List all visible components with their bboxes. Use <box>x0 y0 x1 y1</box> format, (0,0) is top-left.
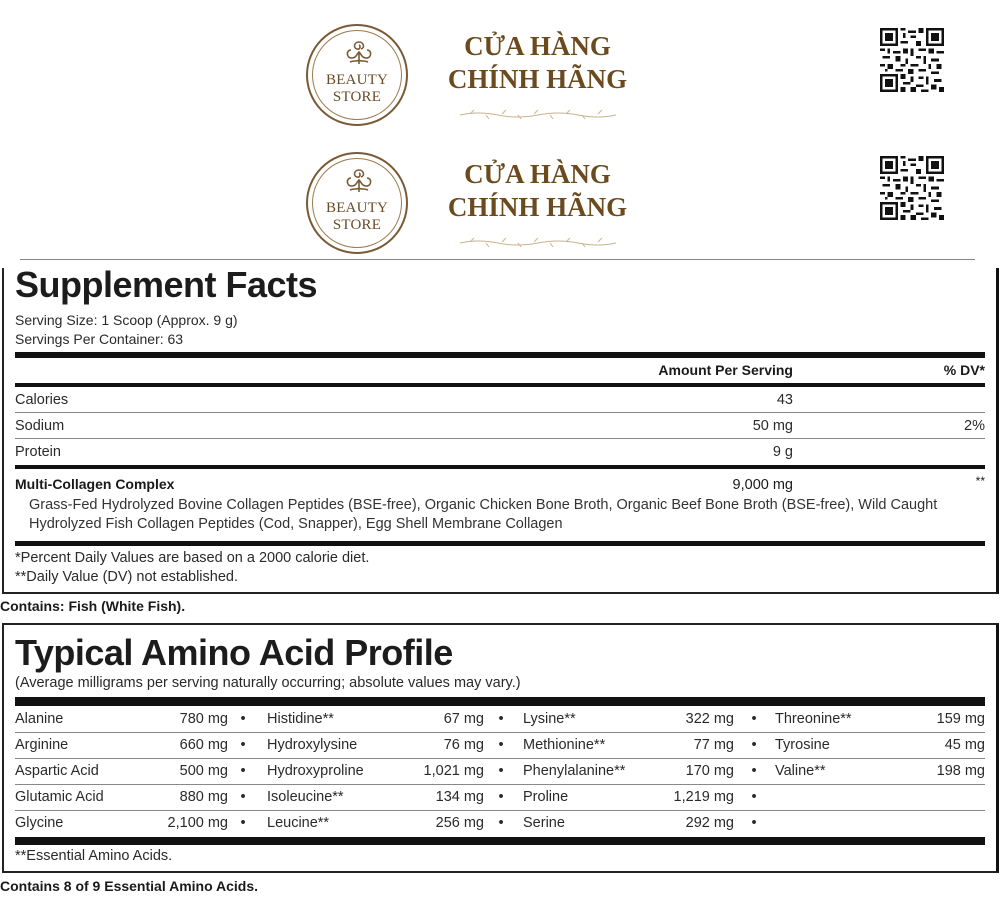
amino-acid-value: 256 mg <box>435 815 484 831</box>
complex-dv: ** <box>975 474 985 488</box>
amino-acid-name: Arginine <box>15 737 69 753</box>
amino-acid-value: 660 mg <box>179 737 228 753</box>
amino-acid-value: 322 mg <box>685 711 734 727</box>
amino-acid-value: 159 mg <box>936 711 985 727</box>
complex-name: Multi-Collagen Complex <box>15 476 175 492</box>
amino-acid-name: Aspartic Acid <box>15 763 99 779</box>
nutrient-dv: 2% <box>964 418 985 434</box>
bullet-separator: • <box>751 789 757 805</box>
ornament-swirl-icon <box>342 38 376 68</box>
amino-acid-name: Serine <box>523 815 565 831</box>
store-banner <box>0 150 1000 260</box>
amino-acid-value: 1,219 mg <box>673 789 734 805</box>
vine-ornament-icon <box>458 236 618 248</box>
bullet-separator: • <box>498 737 504 753</box>
amino-acid-value: 134 mg <box>435 789 484 805</box>
amino-acid-name: Phenylalanine** <box>523 763 626 779</box>
amino-profile-subtitle: (Average milligrams per serving naturally occurring; absolute values may vary.) <box>15 675 521 691</box>
servings-per-container: Servings Per Container: 63 <box>15 331 184 347</box>
amino-acid-value: 45 mg <box>944 737 985 753</box>
bullet-separator: • <box>240 789 246 805</box>
amino-acid-value: 170 mg <box>685 763 734 779</box>
essential-amino-statement: Contains 8 of 9 Essential Amino Acids. <box>0 878 259 894</box>
amino-acid-value: 292 mg <box>685 815 734 831</box>
amino-acid-name: Glutamic Acid <box>15 789 104 805</box>
bullet-separator: • <box>240 815 246 831</box>
complex-description: Grass-Fed Hydrolyzed Bovine Collagen Peptides (BSE-free), Organic Chicken Bone Broth, Organic Beef Bone Broth (BSE-free), Wild Caught Hydrolyzed Fish Collagen Peptides (Cod, Snapper), Egg Shell Membrane Collagen <box>29 497 938 532</box>
store-title-line2: CHÍNH HÃNG <box>447 64 628 94</box>
amino-acid-name: Isoleucine** <box>267 789 344 805</box>
logo-text-line1: BEAUTY <box>325 72 389 88</box>
amino-acid-name: Valine** <box>775 763 826 779</box>
dv-footnote: *Percent Daily Values are based on a 2000 calorie diet. <box>15 550 370 566</box>
divider <box>15 697 985 706</box>
bullet-separator: • <box>751 737 757 753</box>
nutrient-row <box>15 441 985 463</box>
divider <box>15 438 985 439</box>
percent-dv-header: % DV* <box>943 362 985 378</box>
amino-acid-name: Hydroxyproline <box>267 763 364 779</box>
amino-acid-value: 2,100 mg <box>167 815 228 831</box>
vine-ornament-icon <box>458 108 618 120</box>
amino-acid-value: 76 mg <box>443 737 484 753</box>
ornament-swirl-icon <box>342 166 376 196</box>
nutrient-row <box>15 389 985 411</box>
amino-acid-value: 880 mg <box>179 789 228 805</box>
store-title-line2: CHÍNH HÃNG <box>447 192 628 222</box>
amount-per-serving-header: Amount Per Serving <box>658 362 793 378</box>
amino-acid-name: Methionine** <box>523 737 606 753</box>
nutrient-amount: 43 <box>776 392 793 408</box>
divider <box>15 412 985 413</box>
amino-row <box>15 759 985 785</box>
nutrient-amount: 9 g <box>772 444 793 460</box>
amino-acid-name: Histidine** <box>267 711 334 727</box>
logo-text-line1: BEAUTY <box>325 200 389 216</box>
divider <box>15 383 985 387</box>
divider <box>20 259 975 260</box>
store-title-line1: CỬA HÀNG <box>464 159 611 189</box>
beauty-store-logo <box>306 152 408 254</box>
amino-acid-name: Threonine** <box>775 711 852 727</box>
amino-acid-name: Leucine** <box>267 815 330 831</box>
amino-acid-name: Tyrosine <box>775 737 830 753</box>
nutrient-name: Protein <box>15 444 61 460</box>
nutrient-row <box>15 415 985 437</box>
bullet-separator: • <box>498 711 504 727</box>
bullet-separator: • <box>498 815 504 831</box>
bullet-separator: • <box>240 737 246 753</box>
amino-acid-value: 77 mg <box>693 737 734 753</box>
amino-acid-value: 1,021 mg <box>423 763 484 779</box>
amino-row <box>15 733 985 759</box>
logo-text-line2: STORE <box>332 89 382 105</box>
nutrient-name: Sodium <box>15 418 65 434</box>
amino-acid-value: 67 mg <box>443 711 484 727</box>
divider <box>15 837 985 845</box>
store-banner <box>0 22 1000 132</box>
serving-size: Serving Size: 1 Scoop (Approx. 9 g) <box>15 312 238 328</box>
nutrient-amount: 50 mg <box>752 418 793 434</box>
bullet-separator: • <box>240 711 246 727</box>
divider <box>15 541 985 546</box>
store-title-line1: CỬA HÀNG <box>464 31 611 61</box>
beauty-store-logo <box>306 24 408 126</box>
divider <box>15 352 985 358</box>
bullet-separator: • <box>751 763 757 779</box>
allergen-statement: Contains: Fish (White Fish). <box>0 598 186 614</box>
amino-acid-name: Glycine <box>15 815 64 831</box>
amino-row <box>15 811 985 837</box>
qr-code-icon <box>880 28 944 92</box>
dv-not-established-footnote: **Daily Value (DV) not established. <box>15 569 238 585</box>
bullet-separator: • <box>751 815 757 831</box>
bullet-separator: • <box>498 763 504 779</box>
bullet-separator: • <box>498 789 504 805</box>
amino-acid-name: Lysine** <box>523 711 576 727</box>
logo-text-line2: STORE <box>332 217 382 233</box>
amino-acid-value: 780 mg <box>179 711 228 727</box>
amino-row <box>15 707 985 733</box>
nutrient-name: Calories <box>15 392 69 408</box>
qr-code-icon <box>880 156 944 220</box>
divider <box>15 465 985 469</box>
amino-acid-name: Hydroxylysine <box>267 737 358 753</box>
complex-amount: 9,000 mg <box>732 477 793 493</box>
bullet-separator: • <box>240 763 246 779</box>
amino-acid-value: 198 mg <box>936 763 985 779</box>
amino-profile-title: Typical Amino Acid Profile <box>15 632 453 673</box>
amino-acid-value: 500 mg <box>179 763 228 779</box>
supplement-facts-title: Supplement Facts <box>15 264 318 305</box>
bullet-separator: • <box>751 711 757 727</box>
amino-row <box>15 785 985 811</box>
essential-amino-footnote: **Essential Amino Acids. <box>15 848 173 864</box>
amino-acid-name: Alanine <box>15 711 64 727</box>
amino-acid-name: Proline <box>523 789 569 805</box>
